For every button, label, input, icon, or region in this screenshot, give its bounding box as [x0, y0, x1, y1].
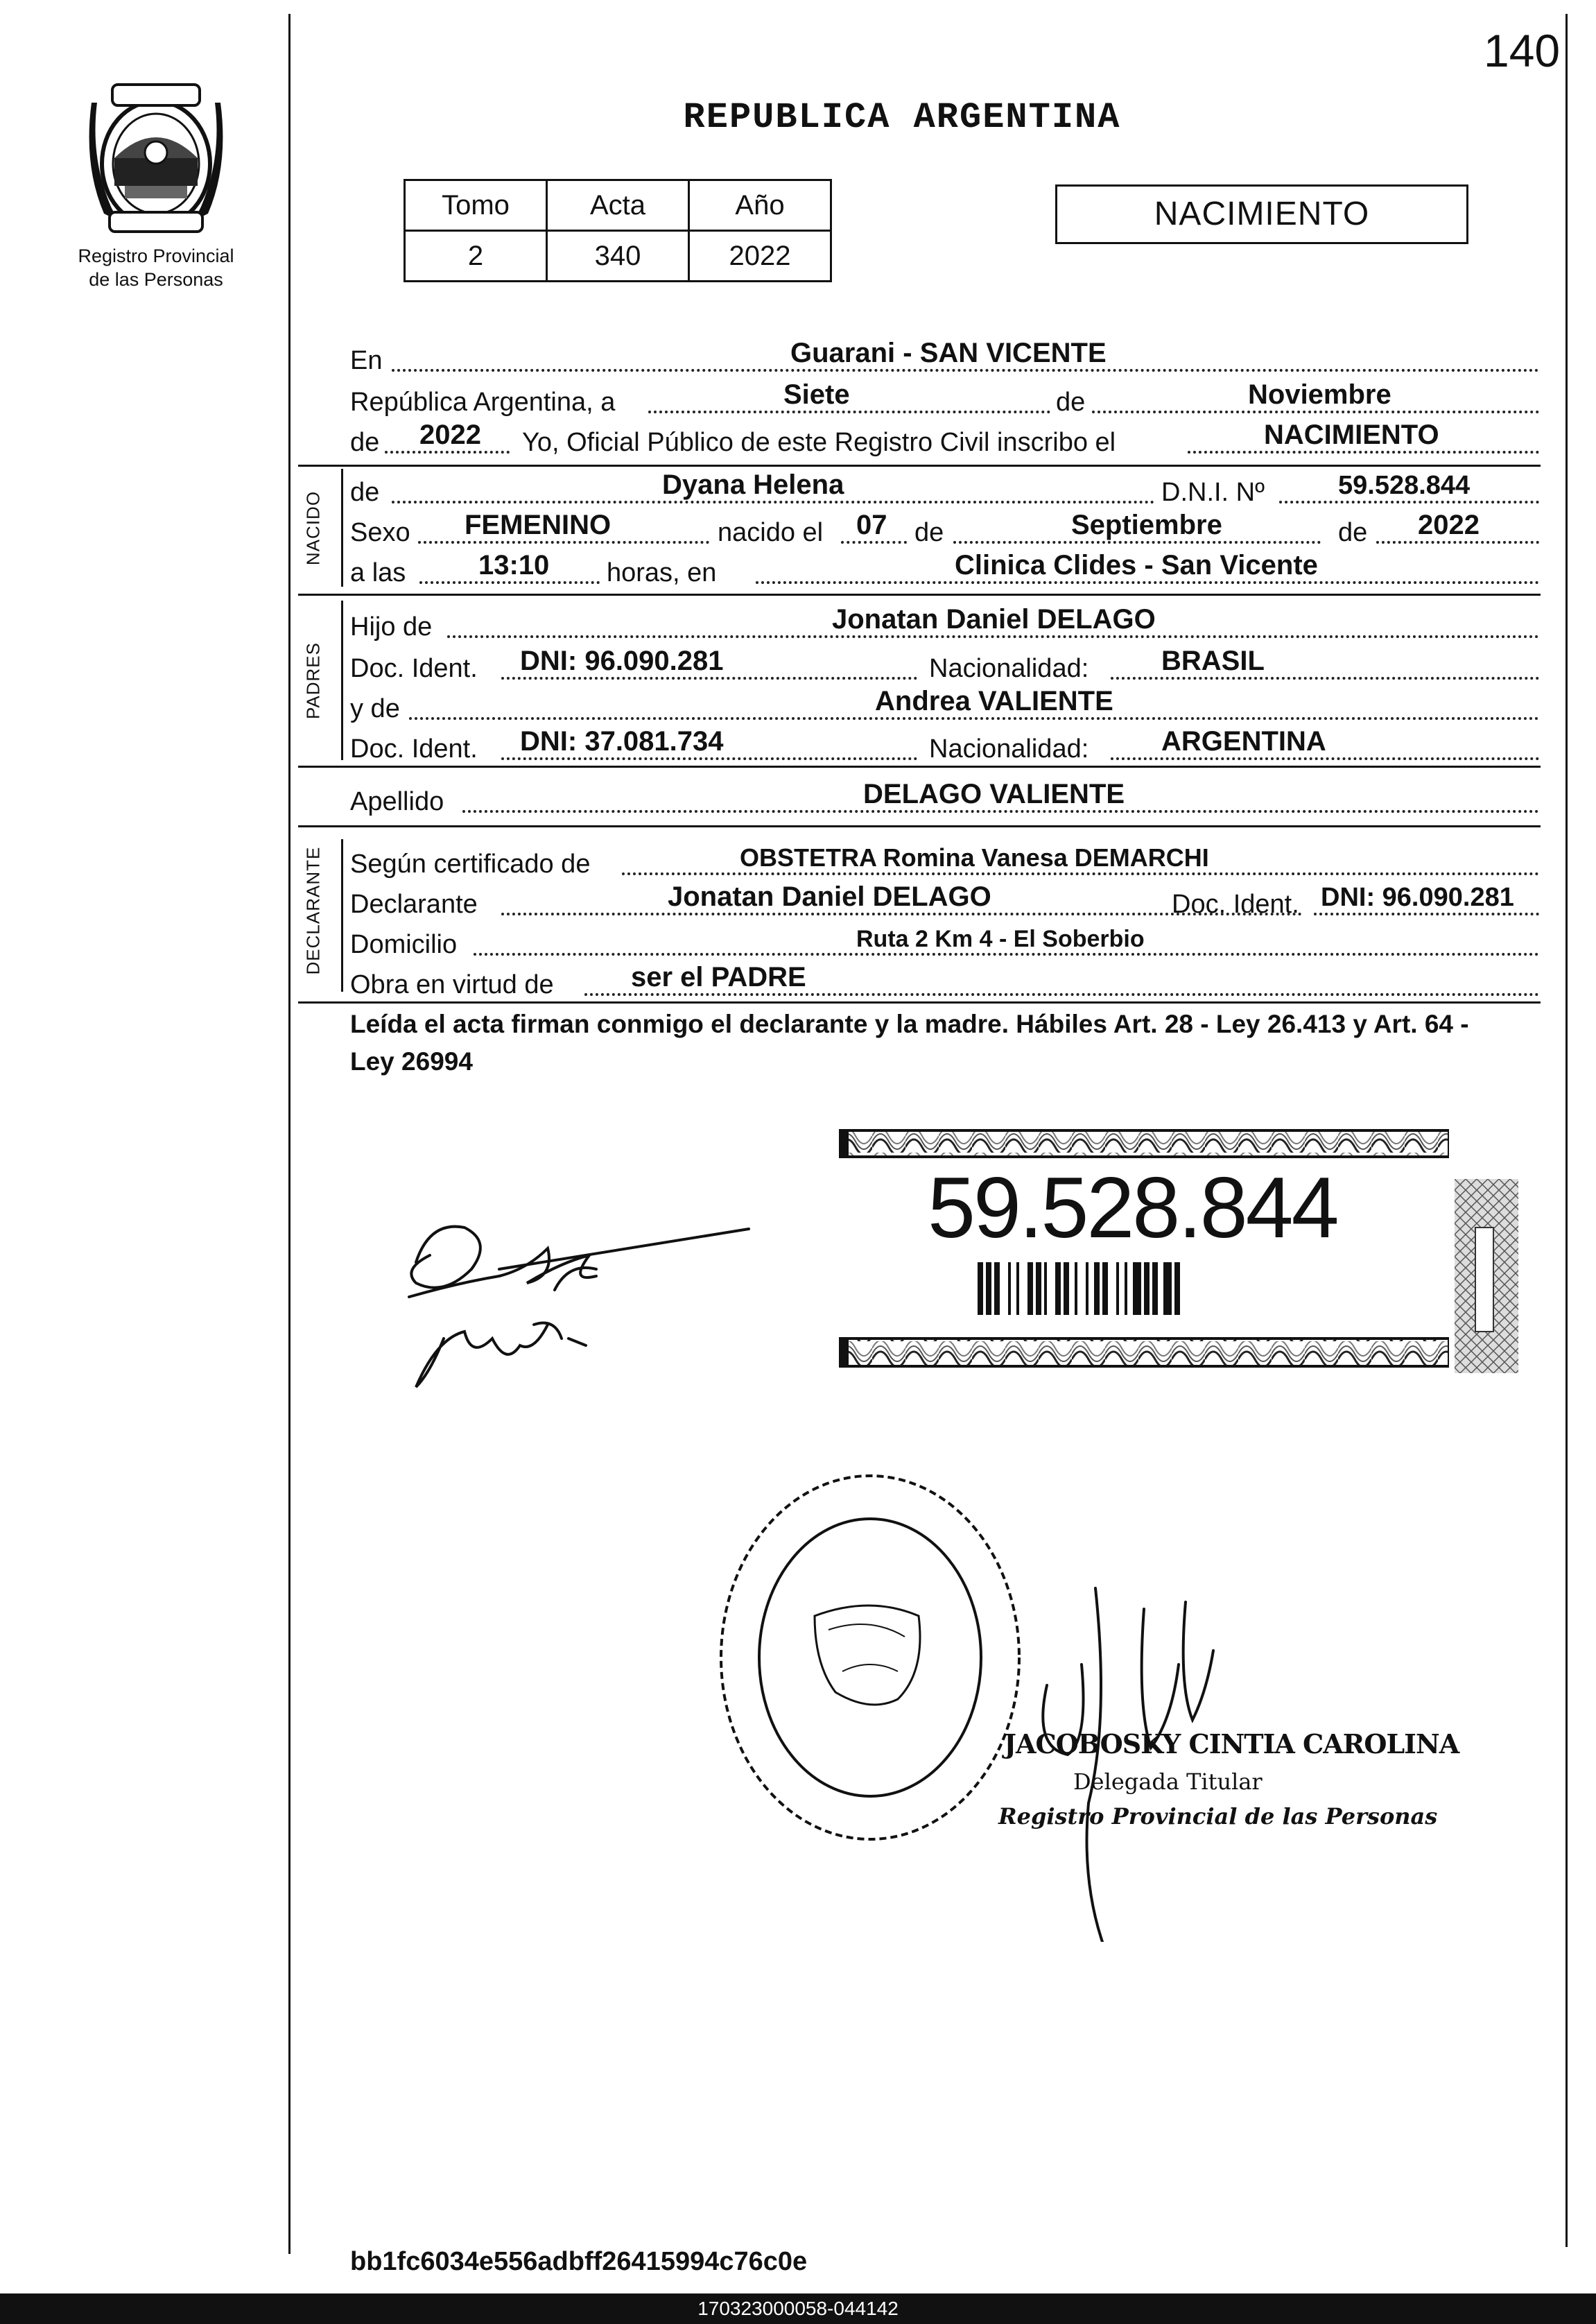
field-father-doc: DNI: 96.090.281	[520, 646, 724, 676]
field-mother-name: Andrea VALIENTE	[875, 686, 1113, 716]
dotted-line	[1314, 913, 1539, 915]
barcode-bar	[1055, 1262, 1061, 1315]
dotted-line	[501, 757, 917, 760]
row-obra	[350, 961, 1539, 1001]
label-year-de: de	[350, 428, 380, 457]
barcode-bar	[1027, 1262, 1033, 1315]
barcode-bar	[994, 1262, 1000, 1315]
label-certificado: Según certificado de	[350, 850, 591, 879]
label-horas: horas, en	[607, 558, 717, 587]
dotted-line	[474, 953, 1539, 956]
barcode-bar	[1144, 1262, 1150, 1315]
dotted-line	[622, 872, 1539, 875]
label-nacionalidad: Nacionalidad:	[929, 734, 1089, 764]
right-margin-line	[1565, 14, 1568, 2247]
official-signature	[1005, 1581, 1296, 1942]
barcode-bar	[1152, 1262, 1158, 1315]
field-birth-place: Clinica Clides - San Vicente	[955, 550, 1318, 580]
row-apellido	[350, 778, 1539, 818]
field-act-type: NACIMIENTO	[1264, 420, 1439, 450]
official-role: Delegada Titular	[1073, 1768, 1263, 1795]
field-sexo: FEMENINO	[465, 510, 611, 540]
dotted-line	[756, 581, 1539, 584]
label-doc-ident: Doc. Ident.	[1172, 890, 1299, 919]
dotted-line	[1188, 451, 1539, 454]
separator-line	[298, 465, 1541, 467]
label-declarante: Declarante	[350, 890, 478, 919]
record-table-value-row	[405, 231, 831, 282]
field-day: Siete	[783, 379, 850, 410]
row-padre-doc	[350, 645, 1539, 685]
row-en	[350, 337, 1539, 377]
document-title	[0, 97, 1596, 138]
section-bar-padres	[341, 601, 343, 760]
barcode-bar	[1008, 1262, 1011, 1315]
field-father-name: Jonatan Daniel DELAGO	[832, 604, 1156, 635]
row-madre-doc	[350, 725, 1539, 766]
row-declarante	[350, 881, 1539, 921]
footer-code: 170323000058-044142	[0, 2293, 1596, 2324]
separator-line	[298, 594, 1541, 596]
dotted-line	[953, 541, 1321, 544]
barcode-bar	[1075, 1262, 1077, 1315]
row-padre	[350, 603, 1539, 644]
dotted-line	[1279, 501, 1539, 503]
field-place: Guarani - SAN VICENTE	[790, 338, 1107, 368]
barcode-bar	[1102, 1262, 1108, 1315]
dotted-line	[418, 541, 709, 544]
dotted-line	[392, 369, 1539, 372]
dotted-line	[392, 501, 1154, 503]
dotted-line	[1092, 411, 1539, 413]
label-dni: D.N.I. Nº	[1161, 478, 1265, 507]
document-title-text: REPUBLICA ARGENTINA	[683, 97, 1121, 138]
document-hash: bb1fc6034e556adbff26415994c76c0e	[350, 2247, 808, 2276]
label-de: de	[350, 478, 380, 507]
dotted-line	[419, 581, 600, 584]
barcode-bar	[1064, 1262, 1069, 1315]
record-table-value-tomo: 2	[405, 231, 547, 282]
left-margin-line	[288, 14, 290, 2254]
section-bar-nacido	[341, 469, 343, 587]
official-registry: Registro Provincial de las Personas	[998, 1803, 1438, 1830]
label-obra: Obra en virtud de	[350, 970, 554, 999]
field-child-dni: 59.528.844	[1338, 471, 1471, 500]
barcode-bar	[1036, 1262, 1041, 1315]
barcode-bar	[1133, 1262, 1141, 1315]
field-birth-month: Septiembre	[1071, 510, 1222, 540]
separator-line	[298, 825, 1541, 827]
label-oficial: Yo, Oficial Público de este Registro Civil inscribo el	[522, 428, 1116, 457]
field-mother-nationality: ARGENTINA	[1161, 726, 1326, 757]
section-label-padres: PADRES	[302, 642, 324, 719]
label-sexo: Sexo	[350, 518, 410, 547]
field-birth-year: 2022	[1418, 510, 1480, 540]
field-declarante: Jonatan Daniel DELAGO	[668, 881, 991, 912]
dotted-line	[462, 810, 1539, 813]
dotted-line	[501, 677, 917, 680]
barcode-bar	[1016, 1262, 1019, 1315]
row-fecha	[350, 379, 1539, 419]
label-domicilio: Domicilio	[350, 930, 458, 959]
record-table-header-ano: Año	[689, 180, 831, 231]
logo-caption-line1: Registro Provincial	[78, 246, 234, 266]
dotted-line	[584, 993, 1539, 996]
dotted-line	[1111, 757, 1539, 760]
label-y-de: y de	[350, 694, 400, 723]
label-de: de	[1056, 388, 1086, 417]
field-mother-doc: DNI: 37.081.734	[520, 726, 724, 757]
field-birth-day: 07	[856, 510, 887, 540]
separator-line	[298, 766, 1541, 768]
field-certificado: OBSTETRA Romina Vanesa DEMARCHI	[740, 843, 1209, 872]
logo-caption	[42, 244, 270, 291]
record-table-value-acta: 340	[547, 231, 689, 282]
dotted-line	[1376, 541, 1539, 544]
row-anio	[350, 419, 1539, 459]
barcode-bar	[986, 1262, 991, 1315]
label-doc-ident: Doc. Ident.	[350, 734, 478, 764]
barcode-bar	[1116, 1262, 1119, 1315]
record-type-box: NACIMIENTO	[1055, 184, 1468, 244]
field-domicilio: Ruta 2 Km 4 - El Soberbio	[856, 926, 1145, 952]
row-madre	[350, 685, 1539, 725]
field-declarante-doc: DNI: 96.090.281	[1321, 883, 1514, 912]
official-stamp	[711, 1463, 1030, 1852]
field-apellido: DELAGO VALIENTE	[863, 779, 1125, 809]
declarant-signature	[388, 1179, 777, 1408]
dotted-line	[1111, 677, 1539, 680]
record-number-table	[404, 179, 832, 282]
section-label-nacido: NACIDO	[302, 490, 324, 566]
label-nacionalidad: Nacionalidad:	[929, 654, 1089, 683]
barcode-bar	[978, 1262, 983, 1315]
row-nacido-sexo	[350, 509, 1539, 549]
row-domicilio	[350, 921, 1539, 961]
record-table-header-row	[405, 180, 831, 231]
barcode-bar	[1086, 1262, 1088, 1315]
field-month: Noviembre	[1248, 379, 1391, 410]
sticker-number: 59.528.844	[928, 1160, 1337, 1256]
row-nacido-nombre	[350, 469, 1539, 509]
record-table-value-ano: 2022	[689, 231, 831, 282]
logo-caption-line2: de las Personas	[89, 269, 223, 290]
field-father-nationality: BRASIL	[1161, 646, 1265, 676]
sticker-barcode	[978, 1262, 1314, 1315]
row-certificado	[350, 841, 1539, 881]
label-de3: de	[1338, 518, 1368, 547]
label-doc-ident: Doc. Ident.	[350, 654, 478, 683]
sticker-mesh-panel	[1455, 1179, 1518, 1373]
dotted-line	[409, 717, 1539, 720]
record-table-header-tomo: Tomo	[405, 180, 547, 231]
field-year: 2022	[419, 420, 481, 450]
section-bar-declarante	[341, 839, 343, 992]
official-name: JACOBOSKY CINTIA CAROLINA	[1004, 1728, 1459, 1759]
label-apellido: Apellido	[350, 787, 444, 816]
label-republica: República Argentina, a	[350, 388, 616, 417]
label-a-las: a las	[350, 558, 406, 587]
barcode-bar	[1094, 1262, 1100, 1315]
dotted-line	[648, 411, 1050, 413]
row-nacido-hora	[350, 549, 1539, 589]
label-nacido-el: nacido el	[718, 518, 824, 547]
dotted-line	[841, 541, 907, 544]
legal-text: Leída el acta firman conmigo el declarante y la madre. Hábiles Art. 28 - Ley 26.413 y Art. 64 - Ley 26994	[350, 1010, 1469, 1076]
label-hijo-de: Hijo de	[350, 612, 433, 642]
field-obra: ser el PADRE	[631, 962, 806, 992]
dotted-line	[385, 451, 510, 454]
label-en: En	[350, 346, 383, 375]
barcode-bar	[1125, 1262, 1127, 1315]
label-de2: de	[914, 518, 944, 547]
barcode-bar	[1174, 1262, 1180, 1315]
record-table-header-acta: Acta	[547, 180, 689, 231]
field-birth-time: 13:10	[478, 550, 550, 580]
barcode-bar	[1044, 1262, 1047, 1315]
barcode-bar	[1163, 1262, 1172, 1315]
section-label-declarante: DECLARANTE	[302, 846, 324, 975]
page-number: 140	[1484, 25, 1561, 76]
field-child-name: Dyana Helena	[662, 470, 844, 500]
separator-line	[298, 1001, 1541, 1004]
dotted-line	[447, 635, 1539, 638]
